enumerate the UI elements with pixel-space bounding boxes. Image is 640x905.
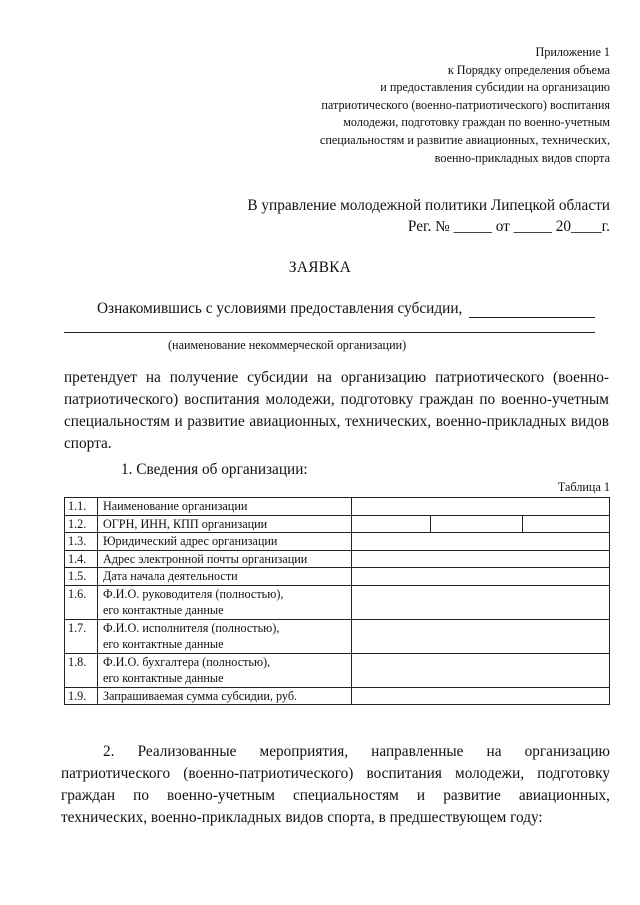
section2-continuation: патриотического (военно-патриотического) воспитания молодежи, подготовку граждан по военно-учетным специальностям и развитие авиационных, технических, военно-прикладных видов спорта, в предшествующем году:: [61, 765, 610, 826]
value-cell[interactable]: [351, 498, 609, 516]
intro-line: [97, 300, 595, 318]
row-number: 1.7.: [65, 619, 98, 653]
row-number: 1.2.: [65, 515, 98, 533]
row-label-text: Дата начала деятельности: [102, 569, 238, 583]
appendix-line: молодежи, подготовку граждан по военно-учетным: [343, 115, 610, 130]
value-cell[interactable]: [351, 533, 609, 551]
addressee-to: В управление молодежной политики Липецкой области: [247, 197, 610, 214]
value-cell[interactable]: [351, 687, 609, 705]
appendix-line: специальностям и развитие авиационных, технических,: [319, 132, 610, 147]
table-row: [65, 619, 610, 653]
row-label-text: ОГРН, ИНН, КПП организации: [102, 516, 268, 531]
value-cell[interactable]: [351, 568, 609, 586]
appendix-line: военно-прикладных видов спорта: [434, 150, 610, 165]
addressee-block: [247, 195, 610, 237]
section2-word: организацию: [524, 743, 610, 760]
row-label-text: Ф.И.О. бухгалтера (полностью),: [102, 654, 271, 669]
row-label-text: Адрес электронной почты организации: [102, 551, 308, 566]
appendix-header: [210, 44, 610, 167]
row-label-text: Ф.И.О. руководителя (полностью),: [102, 586, 284, 601]
table-row: [65, 550, 610, 568]
section2-word: Реализованные: [137, 743, 237, 760]
row-label: [97, 653, 351, 687]
row-label: [97, 619, 351, 653]
row-number: 1.8.: [65, 653, 98, 687]
appendix-line: патриотического (военно-патриотического) воспитания: [321, 97, 610, 112]
section2-word: на: [486, 743, 502, 760]
row-label-text: его контактные данные: [102, 637, 224, 651]
table-row: [65, 653, 610, 687]
document-title: ЗАЯВКА: [288, 259, 352, 276]
table-row: [65, 498, 610, 516]
intro-text: Ознакомившись с условиями предоставления субсидии,: [97, 300, 463, 317]
row-label: [97, 498, 351, 516]
appendix-line: и предоставления субсидии на организацию: [380, 80, 610, 95]
kpp-cell[interactable]: [522, 515, 609, 533]
row-label-text: Запрашиваемая сумма субсидии, руб.: [102, 688, 298, 703]
section2-first-line: [61, 741, 610, 763]
row-number: 1.9.: [65, 687, 98, 705]
organization-info-table: [64, 497, 610, 705]
row-label-text: его контактные данные: [102, 671, 224, 685]
row-number: 1.4.: [65, 550, 98, 568]
table-caption: Таблица 1: [557, 480, 610, 494]
reg-date-blank[interactable]: _____: [513, 218, 552, 235]
appendix-line: Приложение 1: [535, 45, 610, 59]
appendix-line: к Порядку определения объема: [447, 62, 610, 77]
inn-cell[interactable]: [431, 515, 522, 533]
row-label-text: Юридический адрес организации: [102, 534, 278, 548]
organization-name-caption: (наименование некоммерческой организации): [168, 338, 407, 352]
value-cell[interactable]: [351, 653, 609, 687]
table-row: [65, 585, 610, 619]
section2-word: 2.: [103, 743, 115, 760]
row-label-text: его контактные данные: [102, 603, 224, 617]
reg-year-blank[interactable]: ____: [571, 218, 602, 235]
row-label: [97, 515, 351, 533]
table-row: [65, 568, 610, 586]
row-label: [97, 585, 351, 619]
ogrn-cell[interactable]: [351, 515, 430, 533]
reg-number-blank[interactable]: _____: [453, 218, 492, 235]
value-cell[interactable]: [351, 619, 609, 653]
organization-name-blank[interactable]: [469, 303, 595, 318]
section2-word: мероприятия,: [259, 743, 349, 760]
row-label: [97, 568, 351, 586]
reg-year: 20: [555, 218, 572, 235]
row-label: [97, 687, 351, 705]
value-cell[interactable]: [351, 585, 609, 619]
reg-from: от: [495, 218, 510, 235]
section2-word: направленные: [371, 743, 464, 760]
registration-line: [247, 216, 610, 237]
reg-prefix: Рег. №: [407, 218, 450, 235]
value-cell[interactable]: [351, 550, 609, 568]
row-label-text: Ф.И.О. исполнителя (полностью),: [102, 620, 280, 635]
row-number: 1.1.: [65, 498, 98, 516]
row-number: 1.6.: [65, 585, 98, 619]
row-number: 1.5.: [65, 568, 98, 586]
table-row: [65, 687, 610, 705]
table-row: [65, 515, 610, 533]
table-row: [65, 533, 610, 551]
section1-heading: 1. Сведения об организации:: [121, 461, 308, 478]
organization-name-line[interactable]: [64, 332, 595, 333]
row-number: 1.3.: [65, 533, 98, 551]
reg-suffix: г.: [601, 218, 610, 235]
row-label-text: Наименование организации: [102, 499, 248, 513]
section2-paragraph: [61, 741, 610, 829]
claim-paragraph: претендует на получение субсидии на организацию патриотического (военно-патриотического) воспитания молодежи, подготовку граждан по военно-учетным специальностям и развитие авиационных, технических, военно-прикладных видов спорта.: [64, 369, 609, 452]
row-label: [97, 533, 351, 551]
row-label: [97, 550, 351, 568]
